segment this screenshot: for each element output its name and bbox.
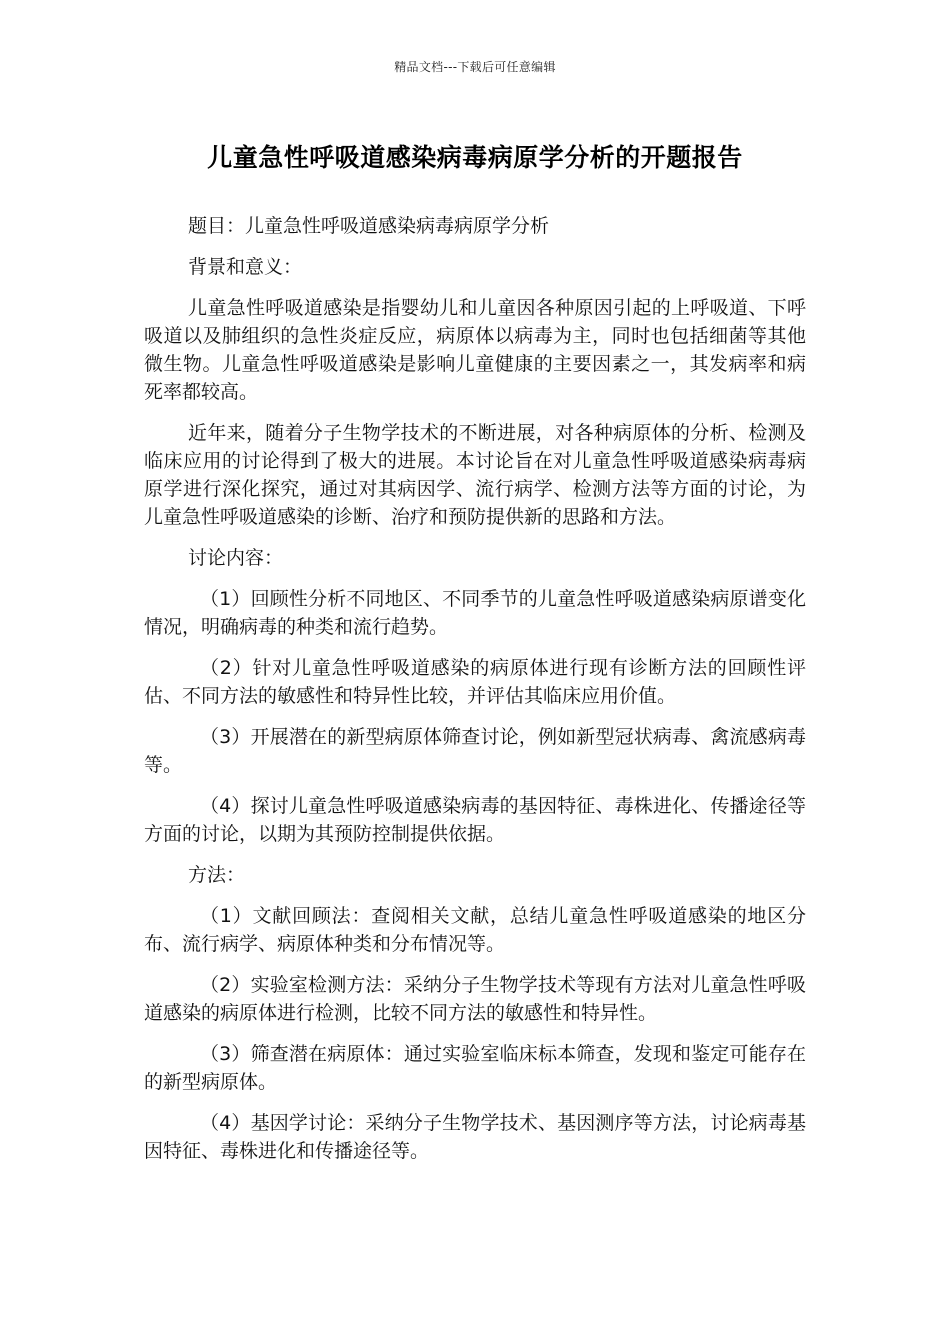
content-heading: 讨论内容： [188, 547, 284, 569]
background-paragraph-2: 近年来，随着分子生物学技术的不断进展，对各种病原体的分析、检测及临床应用的讨论得到了极大的进展。本讨论旨在对儿童急性呼吸道感染病毒病原学进行深化探究，通过对其病因学、流行病学、检测方法等方面的讨论，为儿童急性呼吸道感染的诊断、治疗和预防提供新的思路和方法。 [144, 422, 806, 528]
methods-item-4: （4）基因学讨论：采纳分子生物学技术、基因测序等方法，讨论病毒基因特征、毒株进化和传播途径等。 [144, 1112, 806, 1162]
content-item-3: （3）开展潜在的新型病原体筛查讨论，例如新型冠状病毒、禽流感病毒等。 [144, 726, 806, 776]
document-title: 儿童急性呼吸道感染病毒病原学分析的开题报告 [207, 143, 743, 172]
content-item-1: （1）回顾性分析不同地区、不同季节的儿童急性呼吸道感染病原谱变化情况，明确病毒的种类和流行趋势。 [144, 588, 806, 638]
content-item-4: （4）探讨儿童急性呼吸道感染病毒的基因特征、毒株进化、传播途径等方面的讨论，以期为其预防控制提供依据。 [144, 795, 806, 845]
methods-heading: 方法： [188, 864, 246, 886]
background-paragraph-1: 儿童急性呼吸道感染是指婴幼儿和儿童因各种原因引起的上呼吸道、下呼吸道以及肺组织的急性炎症反应，病原体以病毒为主，同时也包括细菌等其他微生物。儿童急性呼吸道感染是影响儿童健康的主要因素之一，其发病率和病死率都较高。 [144, 297, 806, 403]
topic-line: 题目：儿童急性呼吸道感染病毒病原学分析 [188, 215, 550, 237]
header-note: 精品文档---下载后可任意编辑 [394, 60, 556, 74]
background-heading: 背景和意义： [188, 256, 303, 278]
methods-item-3: （3）筛查潜在病原体：通过实验室临床标本筛查，发现和鉴定可能存在的新型病原体。 [144, 1043, 806, 1093]
methods-item-1: （1）文献回顾法：查阅相关文献，总结儿童急性呼吸道感染的地区分布、流行病学、病原体种类和分布情况等。 [144, 905, 806, 955]
methods-item-2: （2）实验室检测方法：采纳分子生物学技术等现有方法对儿童急性呼吸道感染的病原体进行检测，比较不同方法的敏感性和特异性。 [144, 974, 806, 1024]
document-body [144, 212, 806, 1178]
content-item-2: （2）针对儿童急性呼吸道感染的病原体进行现有诊断方法的回顾性评估、不同方法的敏感性和特异性比较，并评估其临床应用价值。 [144, 657, 806, 707]
